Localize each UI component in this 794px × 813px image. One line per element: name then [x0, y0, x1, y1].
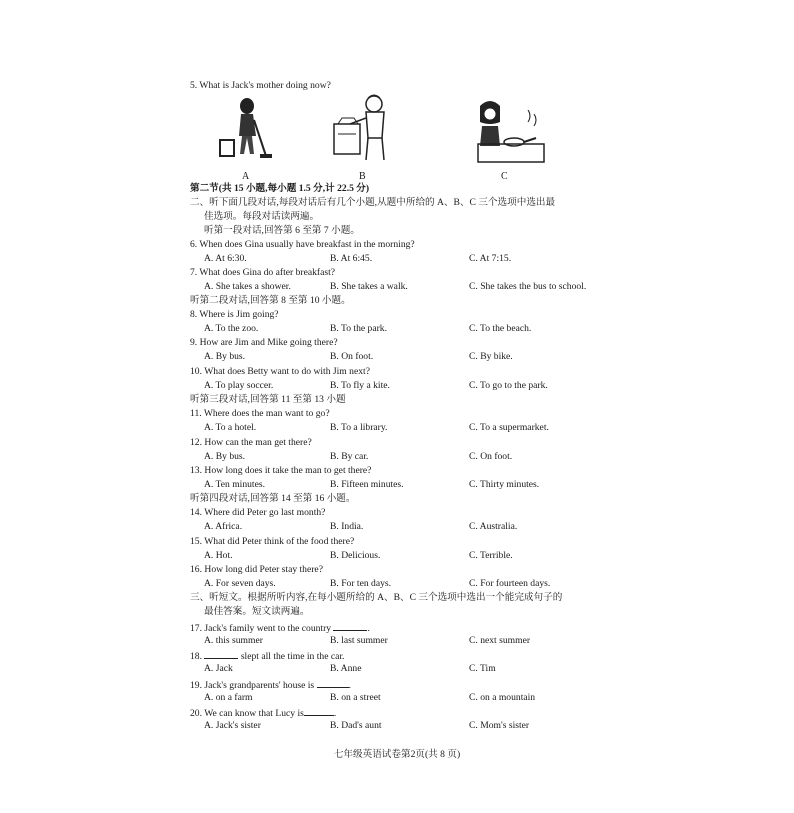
fill-question — [190, 621, 370, 635]
mop-woman-icon — [214, 96, 274, 162]
option-b: B. Delicious. — [330, 550, 381, 561]
option-c: C. To a supermarket. — [469, 422, 549, 433]
option-c: C. By bike. — [469, 351, 513, 362]
option-a: A. By bus. — [204, 451, 246, 462]
fill-question-end: . — [367, 623, 370, 634]
option-c: C. Terrible. — [469, 550, 513, 561]
page-footer: 七年级英语试卷第2页(共 8 页) — [333, 749, 461, 760]
fill-question-text: 18. — [190, 651, 202, 662]
fill-question-text: 20. We can know that Lucy is — [190, 708, 304, 719]
fill-question-end: . — [333, 708, 337, 719]
fill-question-text: 19. Jack's grandparents' house is — [190, 680, 315, 691]
fill-question — [190, 706, 336, 720]
section2-instruction-2: 佳选项。每段对话读两遍。 — [204, 211, 320, 222]
option-a: A. Jack — [204, 663, 233, 674]
option-a: A. Africa. — [204, 521, 243, 532]
question: 9. How are Jim and Mike going there? — [190, 337, 338, 348]
question: 6. When does Gina usually have breakfast in the morning? — [190, 239, 415, 250]
option-a: A. Ten minutes. — [204, 479, 265, 490]
option-b: B. To the park. — [330, 323, 387, 334]
fill-question-end: slept all the time in the car. — [240, 651, 345, 662]
option-c: C. Thirty minutes. — [469, 479, 540, 490]
option-b: B. India. — [330, 521, 364, 532]
option-b: B. At 6:45. — [330, 253, 373, 264]
picture-b-label: B — [359, 171, 366, 182]
question: 14. Where did Peter go last month? — [190, 507, 326, 518]
option-a: A. For seven days. — [204, 578, 276, 589]
picture-a-label: A — [242, 171, 250, 182]
answer-blank — [333, 621, 367, 631]
option-c: C. Australia. — [469, 521, 518, 532]
answer-blank — [204, 649, 238, 659]
option-c: C. To go to the park. — [469, 380, 548, 391]
option-b: B. By car. — [330, 451, 369, 462]
option-a: A. To the zoo. — [204, 323, 259, 334]
option-c: C. on a mountain — [469, 692, 536, 703]
option-c: C. She takes the bus to school. — [469, 281, 587, 292]
option-a: A. By bus. — [204, 351, 246, 362]
fill-question — [190, 678, 351, 692]
option-a: A. At 6:30. — [204, 253, 247, 264]
cook-man-icon — [330, 94, 402, 164]
option-b: B. on a street — [330, 692, 381, 703]
cooking-girl-icon — [474, 98, 546, 164]
dialogue-4-note: 听第四段对话,回答第 14 至第 16 小题。 — [190, 493, 356, 504]
section3-instruction-1: 三、听短文。根据所听内容,在每小题所给的 A、B、C 三个选项中选出一个能完成句子的 — [190, 592, 563, 603]
option-c: C. Tim — [469, 663, 496, 674]
answer-blank — [317, 678, 349, 688]
option-c: C. On foot. — [469, 451, 513, 462]
q5-question: 5. What is Jack's mother doing now? — [190, 80, 331, 91]
option-b: B. To a library. — [330, 422, 388, 433]
option-a: A. She takes a shower. — [204, 281, 291, 292]
section2-instruction-1: 二、听下面几段对话,每段对话后有几个小题,从题中所给的 A、B、C 三个选项中选出最 — [190, 197, 556, 208]
section3-instruction-2: 最佳答案。短文读两遍。 — [204, 606, 310, 617]
fill-question-end: . — [348, 680, 351, 691]
option-c: C. next summer — [469, 635, 531, 646]
option-a: A. this summer — [204, 635, 263, 646]
option-a: A. To a hotel. — [204, 422, 257, 433]
option-c: C. To the beach. — [469, 323, 532, 334]
option-b: B. Anne — [330, 663, 362, 674]
option-a: A. Jack's sister — [204, 720, 261, 731]
option-b: B. On foot. — [330, 351, 374, 362]
question: 10. What does Betty want to do with Jim next? — [190, 366, 370, 377]
question: 8. Where is Jim going? — [190, 309, 279, 320]
option-c: C. For fourteen days. — [469, 578, 551, 589]
option-b: B. To fly a kite. — [330, 380, 390, 391]
dialogue-2-note: 听第二段对话,回答第 8 至第 10 小题。 — [190, 295, 351, 306]
option-b: B. For ten days. — [330, 578, 392, 589]
dialogue-3-note: 听第三段对话,回答第 11 至第 13 小题 — [190, 394, 346, 405]
option-c: C. Mom's sister — [469, 720, 530, 731]
question: 16. How long did Peter stay there? — [190, 564, 323, 575]
option-a: A. To play soccer. — [204, 380, 274, 391]
option-b: B. Fifteen minutes. — [330, 479, 404, 490]
section2-heading: 第二节(共 15 小题,每小题 1.5 分,计 22.5 分) — [190, 183, 370, 194]
question: 13. How long does it take the man to get there? — [190, 465, 372, 476]
picture-c-label: C — [501, 171, 508, 182]
option-c: C. At 7:15. — [469, 253, 512, 264]
question: 7. What does Gina do after breakfast? — [190, 267, 336, 278]
option-a: A. on a farm — [204, 692, 253, 703]
option-b: B. She takes a walk. — [330, 281, 408, 292]
answer-blank — [304, 706, 334, 716]
question: 12. How can the man get there? — [190, 437, 312, 448]
question: 15. What did Peter think of the food there? — [190, 536, 355, 547]
question: 11. Where does the man want to go? — [190, 408, 330, 419]
option-a: A. Hot. — [204, 550, 233, 561]
dialogue-1-note: 听第一段对话,回答第 6 至第 7 小题。 — [204, 225, 360, 236]
option-b: B. last summer — [330, 635, 388, 646]
fill-question — [190, 649, 344, 663]
fill-question-text: 17. Jack's family went to the country — [190, 623, 332, 634]
option-b: B. Dad's aunt — [330, 720, 382, 731]
